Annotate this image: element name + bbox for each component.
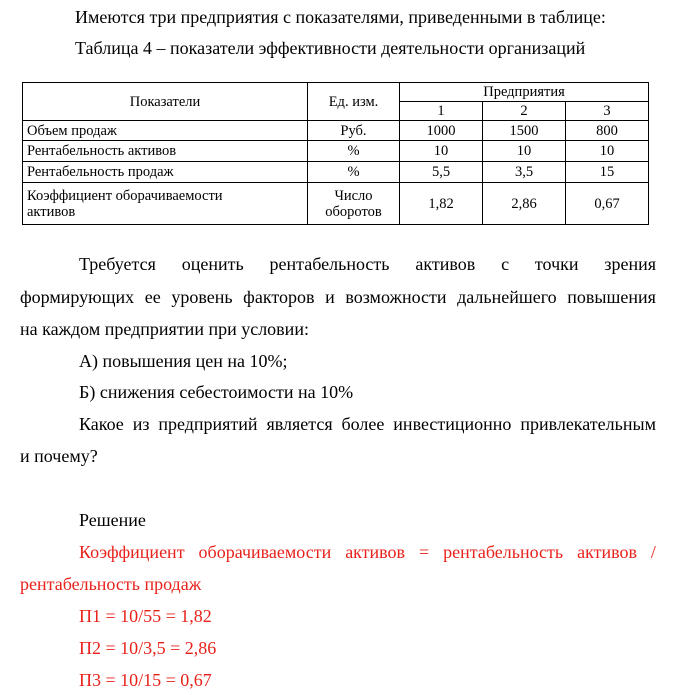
header-unit: Ед. изм.: [308, 83, 400, 121]
row-unit: Руб.: [308, 121, 400, 141]
table-row: [23, 141, 649, 162]
word: оборачиваемости: [198, 542, 332, 562]
solution-p3: П3 = 10/15 = 0,67: [79, 670, 212, 690]
word: точки: [534, 254, 579, 274]
word: предприятий: [158, 414, 258, 434]
header-enterprise-3: 3: [566, 102, 649, 121]
table-row: [23, 121, 649, 141]
row-value: 0,67: [566, 183, 649, 225]
task-option-b: Б) снижения себестоимости на 10%: [79, 382, 354, 402]
row-value: 15: [566, 162, 649, 183]
table-row: [23, 183, 649, 225]
formula-line-2: рентабельность продаж: [20, 574, 202, 594]
word: формирующих: [20, 287, 135, 307]
word: активов: [577, 542, 637, 562]
row-value: 10: [400, 141, 483, 162]
row-unit: %: [308, 141, 400, 162]
row-unit-line: оборотов: [325, 203, 382, 220]
row-name-line: активов: [27, 203, 76, 220]
question-line-1: [79, 413, 656, 435]
solution-heading: Решение: [79, 510, 146, 530]
word: повышения: [567, 287, 656, 307]
header-enterprise-1: 1: [400, 102, 483, 121]
header-enterprises: Предприятия: [400, 83, 649, 102]
task-line-2: [20, 286, 656, 308]
word: рентабельность: [443, 542, 564, 562]
row-name-line: Коэффициент оборачиваемости: [27, 187, 223, 204]
word: рентабельность: [269, 254, 390, 274]
intro-text: Имеются три предприятия с показателями, приведенными в таблице:: [75, 7, 606, 27]
row-name: [23, 183, 308, 225]
task-option-a: А) повышения цен на 10%;: [79, 351, 288, 371]
word: инвестиционно: [393, 414, 512, 434]
word: дальнейшего: [457, 287, 557, 307]
row-value: 10: [566, 141, 649, 162]
word: из: [132, 414, 150, 434]
indicators-table: [22, 82, 649, 225]
question-line-2: и почему?: [20, 446, 98, 466]
word: оценить: [181, 254, 244, 274]
row-unit-line: Число: [334, 187, 373, 204]
row-value: 10: [483, 141, 566, 162]
row-value: 2,86: [483, 183, 566, 225]
word: активов: [345, 542, 406, 562]
word: Коэффициент: [79, 542, 185, 562]
word: возможности: [345, 287, 447, 307]
word: зрения: [604, 254, 656, 274]
header-enterprise-2: 2: [483, 102, 566, 121]
word: и: [325, 287, 335, 307]
word: ее: [144, 287, 161, 307]
word: Какое: [79, 414, 124, 434]
row-name: Объем продаж: [23, 121, 308, 141]
word: с: [501, 254, 510, 274]
solution-p1: П1 = 10/55 = 1,82: [79, 606, 212, 626]
row-value: 3,5: [483, 162, 566, 183]
task-line-1: [79, 253, 656, 275]
word: =: [419, 542, 430, 562]
word: /: [650, 542, 656, 562]
row-value: 1000: [400, 121, 483, 141]
header-indicator: Показатели: [23, 83, 308, 121]
word: является: [266, 414, 333, 434]
row-value: 5,5: [400, 162, 483, 183]
row-name: Рентабельность продаж: [23, 162, 308, 183]
table-row: [23, 162, 649, 183]
word: уровень: [171, 287, 233, 307]
row-unit: [308, 183, 400, 225]
row-value: 800: [566, 121, 649, 141]
row-value: 1,82: [400, 183, 483, 225]
word: факторов: [243, 287, 315, 307]
word: привлекательным: [520, 414, 656, 434]
row-unit: %: [308, 162, 400, 183]
formula-line-1: [79, 541, 656, 563]
table-caption: Таблица 4 – показатели эффективности деятельности организаций: [75, 38, 586, 58]
word: активов: [415, 254, 476, 274]
word: Требуется: [79, 254, 156, 274]
solution-p2: П2 = 10/3,5 = 2,86: [79, 638, 217, 658]
row-name: Рентабельность активов: [23, 141, 308, 162]
row-value: 1500: [483, 121, 566, 141]
task-line-3: на каждом предприятии при условии:: [20, 319, 309, 339]
word: более: [341, 414, 385, 434]
